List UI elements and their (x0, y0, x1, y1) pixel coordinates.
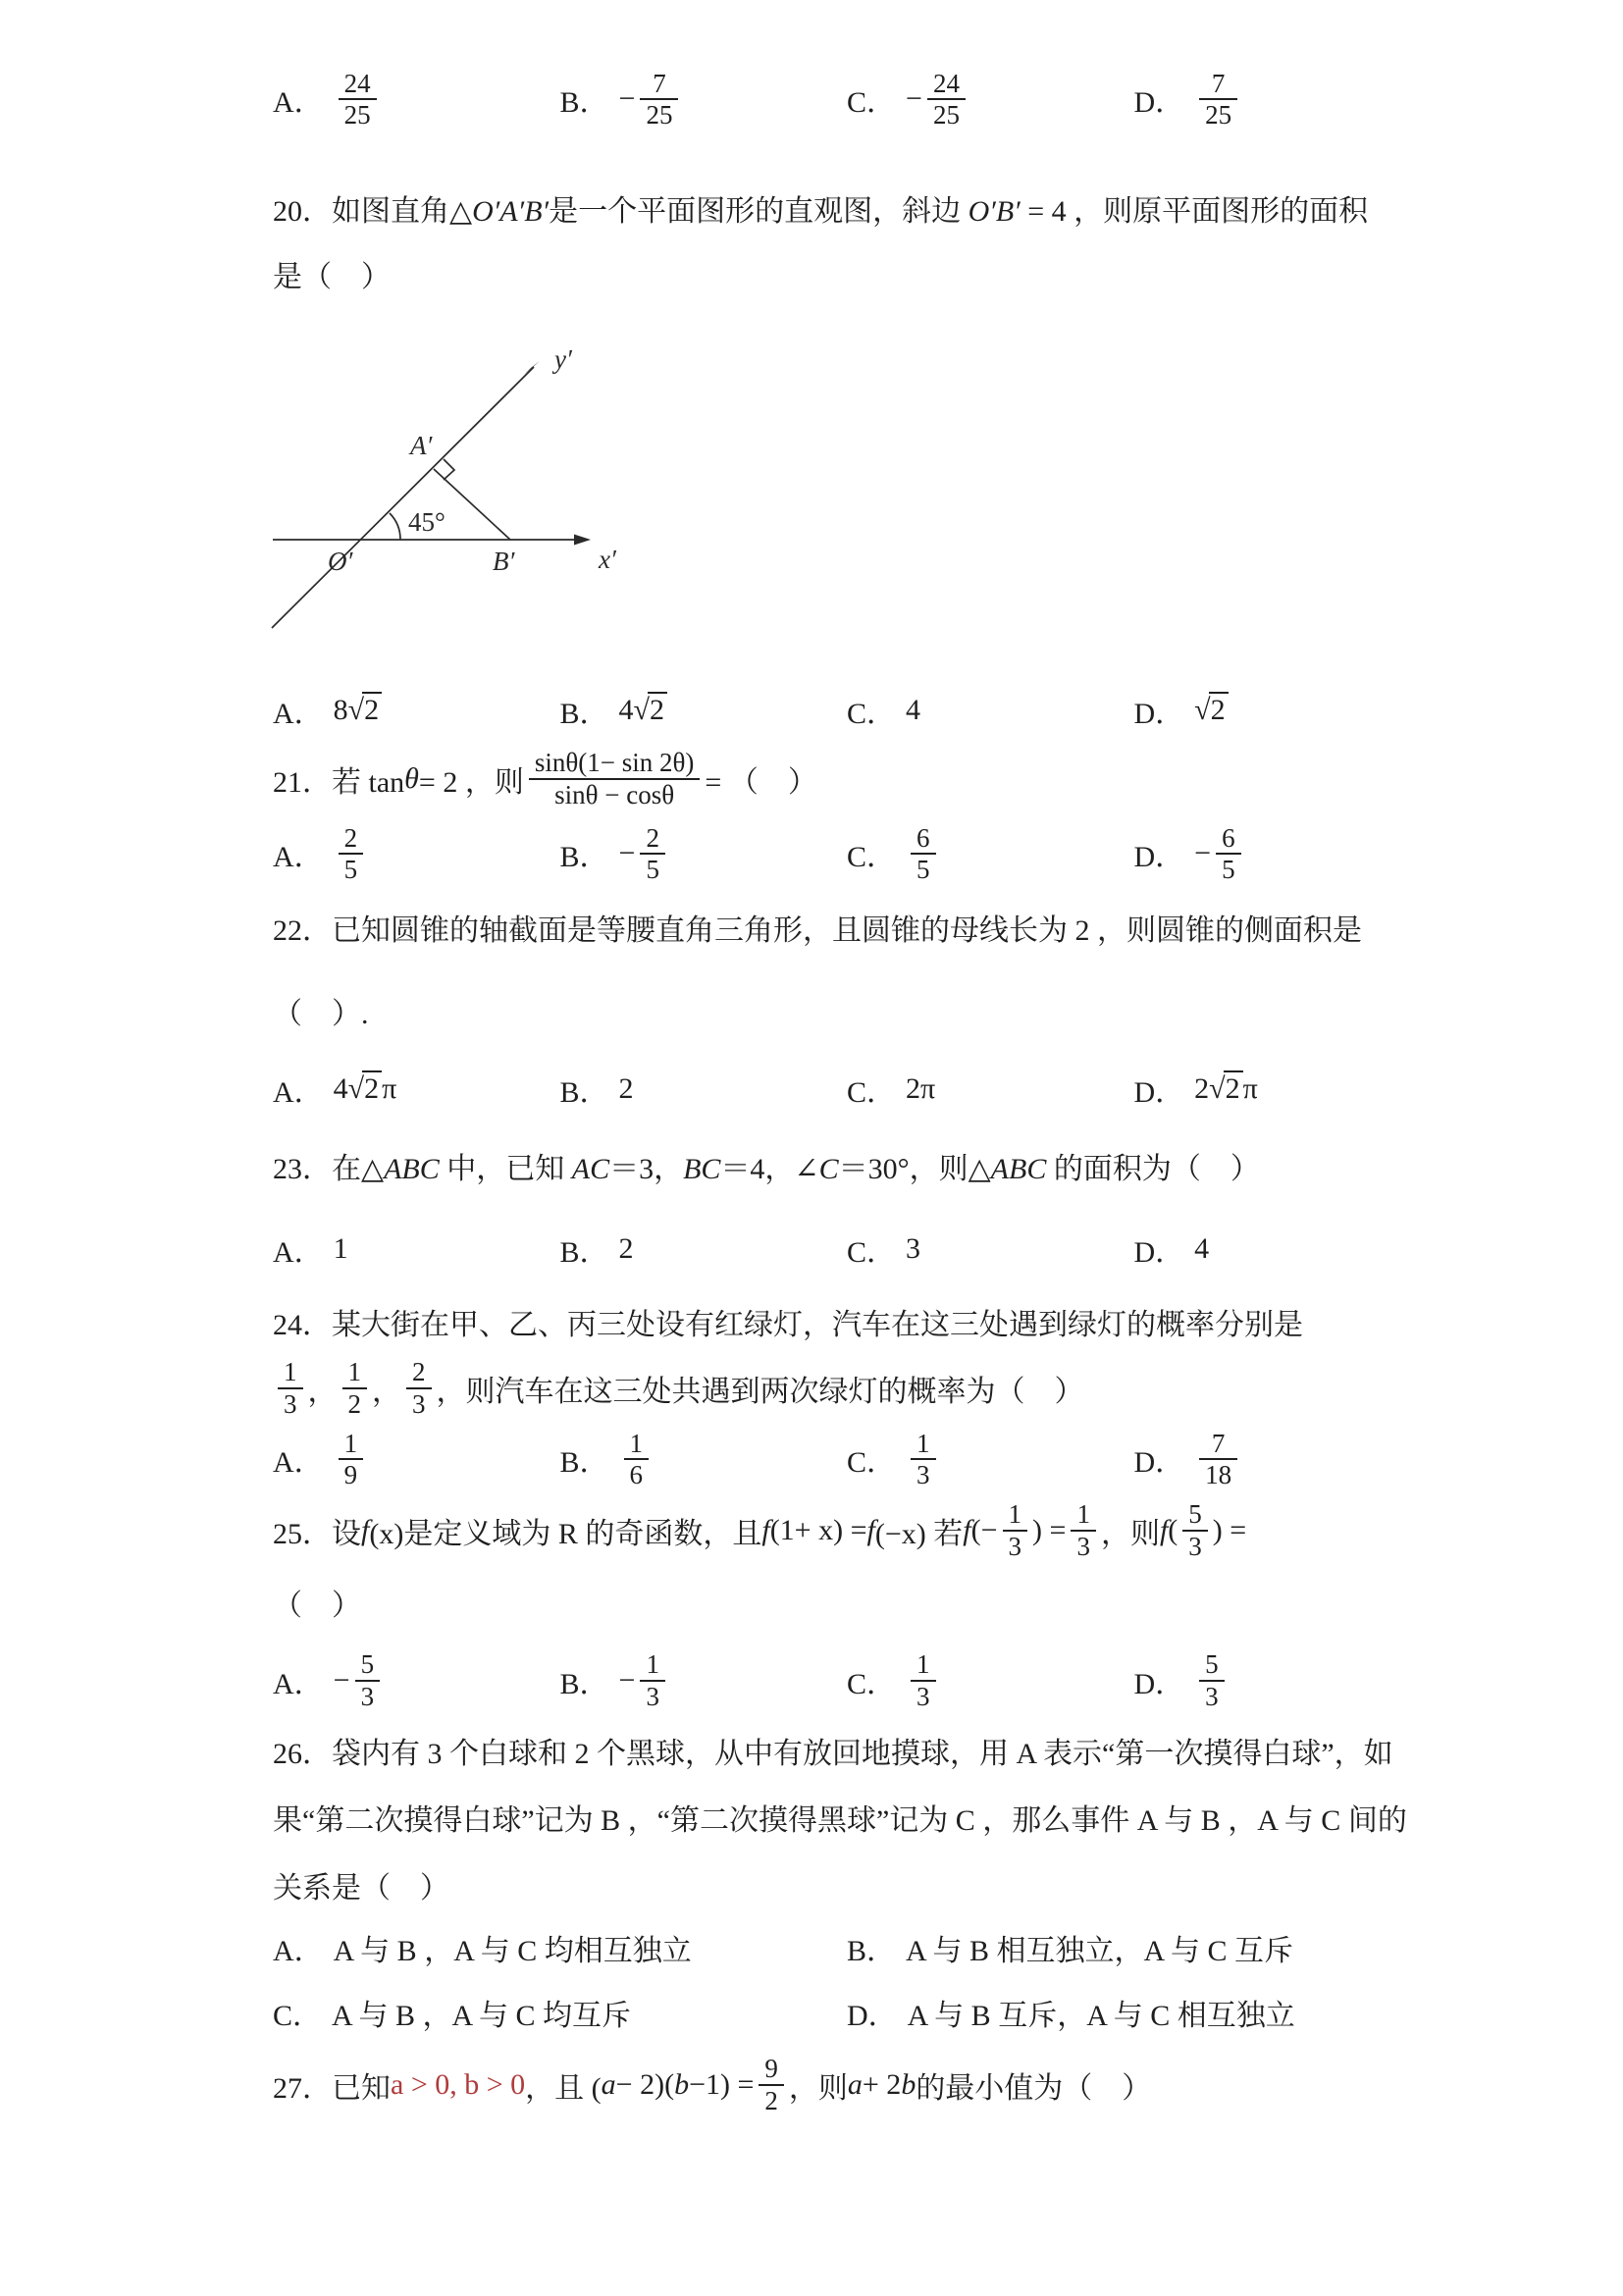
question-27-text: 27．已知 a > 0, b > 0 ，且 ( a − 2)( b −1) = $\frac{9}{2}$ ，则 a + 2 b 的最小值为（ ） (273, 2054, 1152, 2115)
question-24-text-line-1: 24．某大街在甲、乙、丙三处设有红绿灯，汽车在这三处遇到绿灯的概率分别是 (273, 1308, 1303, 1341)
angle-label: 45° (408, 507, 445, 538)
option-label: C． (847, 841, 897, 874)
option-23-c (847, 1227, 1134, 1271)
option-value: A 与 B 相互独立，A 与 C 互斥 (906, 1935, 1294, 1968)
option-22-b (560, 1068, 848, 1111)
y-axis-label: y′ (554, 344, 572, 375)
option-value: 4 √2 (619, 694, 667, 727)
option-value: $\frac{7}{25}$ (1194, 69, 1242, 130)
option-value: 4 (906, 694, 921, 727)
question-19-options (273, 69, 1421, 130)
option-25-a (273, 1649, 560, 1710)
exam-content (273, 69, 1421, 2115)
option-label: C． (847, 1667, 897, 1700)
option-label: B． (559, 1076, 609, 1110)
option-24-c (847, 1429, 1134, 1489)
option-26-a (273, 1926, 847, 1969)
option-value: $\frac{24}{25}$ (334, 69, 382, 130)
option-value: 4 (1194, 1231, 1210, 1265)
point-b-label: B′ (493, 547, 515, 577)
question-20-diagram (273, 337, 1421, 665)
question-26-options-row-1 (273, 1926, 1421, 1969)
option-label: C． (273, 2000, 323, 2033)
option-label: D． (1133, 1446, 1185, 1480)
option-26-b (847, 1926, 1421, 1969)
option-label: C． (847, 698, 897, 731)
question-22-text-line-2: （ ）. (273, 997, 369, 1030)
option-value: √2 (1194, 694, 1228, 727)
option-label: B． (559, 1235, 609, 1269)
option-value: A 与 B 互斥，A 与 C 相互独立 (907, 2000, 1295, 2033)
option-label: B． (559, 1667, 609, 1700)
option-label: D． (1133, 1076, 1185, 1110)
option-23-a (273, 1227, 560, 1271)
option-22-c (847, 1068, 1134, 1111)
option-25-d (1134, 1649, 1422, 1710)
option-label: B． (559, 1446, 609, 1480)
option-value: $\frac{1}{3}$ (906, 1429, 941, 1489)
option-label: D． (1133, 1667, 1185, 1700)
question-20-text-line-1: 20．如图直角△O′A′B′是一个平面图形的直观图，斜边 O′B′ = 4 ，则原平面图形的面积 (273, 195, 1369, 229)
option-value: $\frac{1}{6}$ (619, 1429, 654, 1489)
option-20-b (560, 689, 848, 732)
option-value: $\frac{5}{3}$ (1194, 1649, 1230, 1710)
option-label: A． (273, 1076, 324, 1110)
option-20-a (273, 689, 560, 732)
option-25-b (560, 1649, 848, 1710)
option-24-b (560, 1429, 848, 1489)
option-label: C． (847, 86, 897, 120)
option-label: A． (273, 1235, 324, 1269)
question-23-text: 23．在△ABC 中，已知 AC＝3，BC＝4，∠C＝30°，则△ABC 的面积为（ ） (273, 1153, 1260, 1186)
option-24-a (273, 1429, 560, 1489)
question-25-text-line-1: 25．设 f (x)是定义域为 R 的奇函数，且 f (1+ x) = f (−x) 若 f (− $\frac{1}{3}$ ) = $\frac{1}{3}$ ，则 f ( $\frac{5}{3}$ ) = (273, 1499, 1247, 1561)
option-label: B． (559, 86, 609, 120)
question-25-text-line-2: （ ） (273, 1589, 361, 1622)
question-26-text-line-1: 26．袋内有 3 个白球和 2 个黑球，从中有放回地摸球，用 A 表示“第一次摸得白球”，如 (273, 1737, 1393, 1770)
option-25-c (847, 1649, 1134, 1710)
option-24-d (1134, 1429, 1422, 1489)
option-value: 8 √2 (334, 694, 382, 727)
option-label: C． (847, 1235, 897, 1269)
question-21-options (273, 823, 1421, 884)
option-label: A． (273, 1667, 324, 1700)
question-22-text-line-1: 22．已知圆锥的轴截面是等腰直角三角形，且圆锥的母线长为 2 ，则圆锥的侧面积是 (273, 914, 1362, 948)
option-21-c (847, 823, 1134, 884)
option-value: 4 √2 π (333, 1072, 397, 1106)
option-22-d (1134, 1068, 1422, 1111)
option-label: A． (273, 841, 324, 874)
right-angle-mark (444, 459, 454, 480)
angle-arc (390, 513, 400, 540)
question-24-options (273, 1429, 1421, 1489)
option-label: A． (273, 86, 324, 120)
option-26-c (273, 1991, 847, 2034)
option-19-b (560, 69, 848, 130)
option-value: A 与 B ，A 与 C 均互斥 (332, 2000, 632, 2033)
question-20-options (273, 689, 1421, 732)
option-value: 2π (906, 1072, 936, 1106)
option-value: − $\frac{5}{3}$ (334, 1649, 385, 1710)
option-label: C． (847, 1446, 897, 1480)
question-23-options (273, 1227, 1421, 1271)
x-axis-label: x′ (599, 545, 616, 575)
option-19-d (1134, 69, 1422, 130)
option-label: D． (1133, 698, 1185, 731)
point-a-label: A′ (410, 431, 433, 461)
option-value: $\frac{1}{3}$ (906, 1649, 941, 1710)
origin-label: O′ (328, 547, 353, 577)
option-label: A． (273, 1935, 324, 1968)
question-24-text-line-2: $\frac{1}{3}$ ， $\frac{1}{2}$ ， $\frac{2}{3}$ ，则汽车在这三处共遇到两次绿灯的概率为（ ） (273, 1357, 1421, 1418)
question-26-text-line-2: 果“第二次摸得白球”记为 B ，“第二次摸得黑球”记为 C ，那么事件 A 与 B ，A 与 C 间的 (273, 1804, 1407, 1838)
option-label: A． (273, 698, 324, 731)
option-value: − $\frac{7}{25}$ (619, 69, 684, 130)
question-20-text-line-2: 是（ ） (273, 260, 391, 293)
option-label: B． (559, 841, 609, 874)
option-value: $\frac{6}{5}$ (906, 823, 941, 884)
option-21-a (273, 823, 560, 884)
option-label: B． (559, 698, 609, 731)
option-value: $\frac{2}{5}$ (334, 823, 369, 884)
option-value: − $\frac{2}{5}$ (619, 823, 670, 884)
option-value: − $\frac{6}{5}$ (1194, 823, 1245, 884)
question-25-options (273, 1649, 1421, 1710)
option-label: D． (847, 2000, 898, 2033)
y-axis-line (272, 367, 534, 628)
option-19-c (847, 69, 1134, 130)
option-value: − $\frac{1}{3}$ (619, 1649, 670, 1710)
option-value: 2 √2 π (1194, 1072, 1258, 1106)
question-22-options (273, 1068, 1421, 1111)
option-value: A 与 B ，A 与 C 均相互独立 (333, 1935, 692, 1968)
option-label: D． (1133, 841, 1185, 874)
option-label: D． (1133, 86, 1185, 120)
option-21-b (560, 823, 848, 884)
y-axis-arrowhead (524, 361, 540, 375)
option-label: B． (847, 1935, 897, 1968)
option-22-a (273, 1068, 560, 1111)
option-value: 2 (618, 1072, 634, 1106)
option-value: 3 (906, 1231, 921, 1265)
option-label: D． (1133, 1235, 1185, 1269)
x-axis-arrowhead (574, 535, 591, 546)
question-21-text: 21．若 tan θ = 2 ，则 $\frac{\sin\theta(1- \sin 2\theta)}{\sin\theta - \cos\theta}$ = （ ） (273, 748, 817, 809)
option-value: $\frac{1}{9}$ (334, 1429, 369, 1489)
option-value: − $\frac{24}{25}$ (906, 69, 970, 130)
option-23-b (560, 1227, 848, 1271)
option-value: 2 (618, 1231, 634, 1265)
option-label: C． (847, 1076, 897, 1110)
option-21-d (1134, 823, 1422, 884)
option-20-c (847, 689, 1134, 732)
question-26-text-line-3: 关系是（ ） (273, 1871, 449, 1905)
option-value: $\frac{7}{18}$ (1194, 1429, 1242, 1489)
option-26-d (847, 1991, 1421, 2034)
option-label: A． (273, 1446, 324, 1480)
option-19-a (273, 69, 560, 130)
option-value: 1 (333, 1231, 348, 1265)
option-20-d (1134, 689, 1422, 732)
question-26-options-row-2 (273, 1991, 1421, 2034)
oblique-axes-figure (245, 337, 667, 665)
option-23-d (1134, 1227, 1422, 1271)
